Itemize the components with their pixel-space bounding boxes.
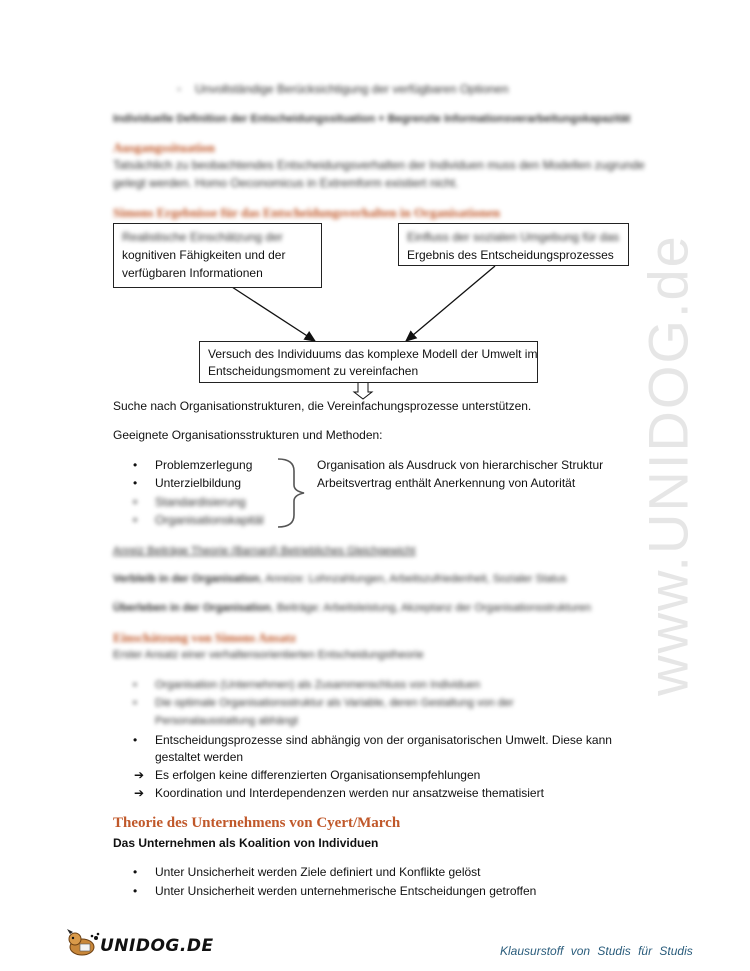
paragraph-ueberleben: Überleben in der Organisation, Beiträge: Arbeitsleistung, Akzeptanz der Organisationsstrukturen — [113, 602, 592, 614]
box-left-line-2: kognitiven Fähigkeiten und der — [122, 248, 286, 262]
watermark-text: www.UNIDOG.de — [636, 234, 700, 696]
diagram-box-right — [398, 223, 629, 266]
section-title-cyert: Theorie des Unternehmens von Cyert/March — [113, 815, 401, 831]
list-item-evaluation-cont: Personalausstattung abhängt — [155, 715, 299, 727]
paragraph-verbleib: Verbleib in der Organisation, Anreize: Lohnzahlungen, Arbeitszufriedenheit, Sozialer Status — [113, 573, 567, 585]
section-title-einschaetzung: Einschätzung von Simons Ansatz — [113, 630, 297, 645]
curly-brace — [276, 457, 316, 529]
box-right-line-2: Ergebnis des Entscheidungsprozesses — [407, 248, 614, 262]
paragraph-line: gelegt werden. Homo Oeconomicus in Extremform existiert nicht. — [113, 176, 459, 190]
method-description-1: Organisation als Ausdruck von hierarchischer Struktur — [317, 458, 604, 472]
list-item-method: • Problemzerlegung — [155, 457, 252, 474]
list-item-cyert: • Unter Unsicherheit werden unternehmerische Entscheidungen getroffen — [155, 883, 536, 900]
paragraph-line: Erster Ansatz einer verhaltensorientierten Entscheidungstheorie — [113, 649, 424, 661]
arrow-right — [406, 266, 495, 341]
method-description-2: Arbeitsvertrag enthält Anerkennung von Autorität — [317, 476, 576, 490]
list-item-evaluation-cont: gestaltet werden — [155, 750, 244, 764]
paragraph-line: Tatsächlich zu beobachtendes Entscheidungsverhalten der Individuen muss den Modellen zugrunde — [113, 158, 645, 172]
list-item-evaluation: • Entscheidungsprozesse sind abhängig von der organisatorischen Umwelt. Diese kann — [155, 732, 612, 749]
arrow-left — [232, 287, 315, 341]
list-item-evaluation: • Die optimale Organisationsstruktur als Variable, deren Gestaltung von der — [155, 695, 514, 712]
box-center-line-2: Entscheidungsmoment zu vereinfachen — [208, 364, 419, 378]
arrow-item: ➔ Koordination und Interdependenzen werden nur ansatzweise thematisiert — [155, 785, 544, 802]
heading-anreiz: Anreiz Beiträge Theorie (Barnard) Betriebliches Gleichgewicht — [113, 545, 416, 557]
footer-slogan: Klausurstoff von Studis für Studis — [500, 944, 693, 958]
section-title-simons: Simons Ergebnisse für das Entscheidungsverhalten in Organisationen — [113, 205, 500, 220]
section-title-ausgangssituation: Ausgangssituation — [113, 140, 215, 155]
blurred-bullet-top: ◦ Unvollständige Berücksichtigung der verfügbaren Optionen — [177, 82, 509, 96]
diagram-box-center — [199, 341, 538, 383]
box-center-line-1: Versuch des Individuums das komplexe Modell der Umwelt im — [208, 347, 538, 361]
list-item-method: • Standardisierung — [155, 494, 246, 511]
section-subtitle-cyert: Das Unternehmen als Koalition von Individuen — [113, 836, 379, 850]
list-item-cyert: • Unter Unsicherheit werden Ziele definiert und Konflikte gelöst — [155, 864, 481, 881]
box-left-line-3: verfügbaren Informationen — [122, 266, 263, 280]
heading-definition: Individuelle Definition der Entscheidungssituation + Begrenzte Informationsverarbeitungskapazität — [113, 113, 631, 125]
paragraph-geeignete: Geeignete Organisationsstrukturen und Methoden: — [113, 428, 383, 442]
logo-text: UNIDOG.DE — [100, 936, 214, 956]
arrow-item: ➔ Es erfolgen keine differenzierten Organisationsempfehlungen — [155, 767, 480, 784]
list-item-evaluation: • Organisation (Unternehmen) als Zusammenschluss von Individuen — [155, 677, 480, 694]
paragraph-suche: Suche nach Organisationstrukturen, die Vereinfachungsprozesse unterstützen. — [113, 399, 532, 413]
list-item-method: • Organisationskapitäl — [155, 512, 264, 529]
small-down-arrow — [354, 382, 372, 399]
box-left-line-1: Realistische Einschätzung der — [122, 230, 283, 244]
list-item-method: • Unterzielbildung — [155, 475, 241, 492]
box-right-line-1: Einfluss der sozialen Umgebung für das — [407, 230, 620, 244]
diagram-box-left — [113, 223, 322, 288]
dog-logo-icon — [64, 928, 100, 958]
